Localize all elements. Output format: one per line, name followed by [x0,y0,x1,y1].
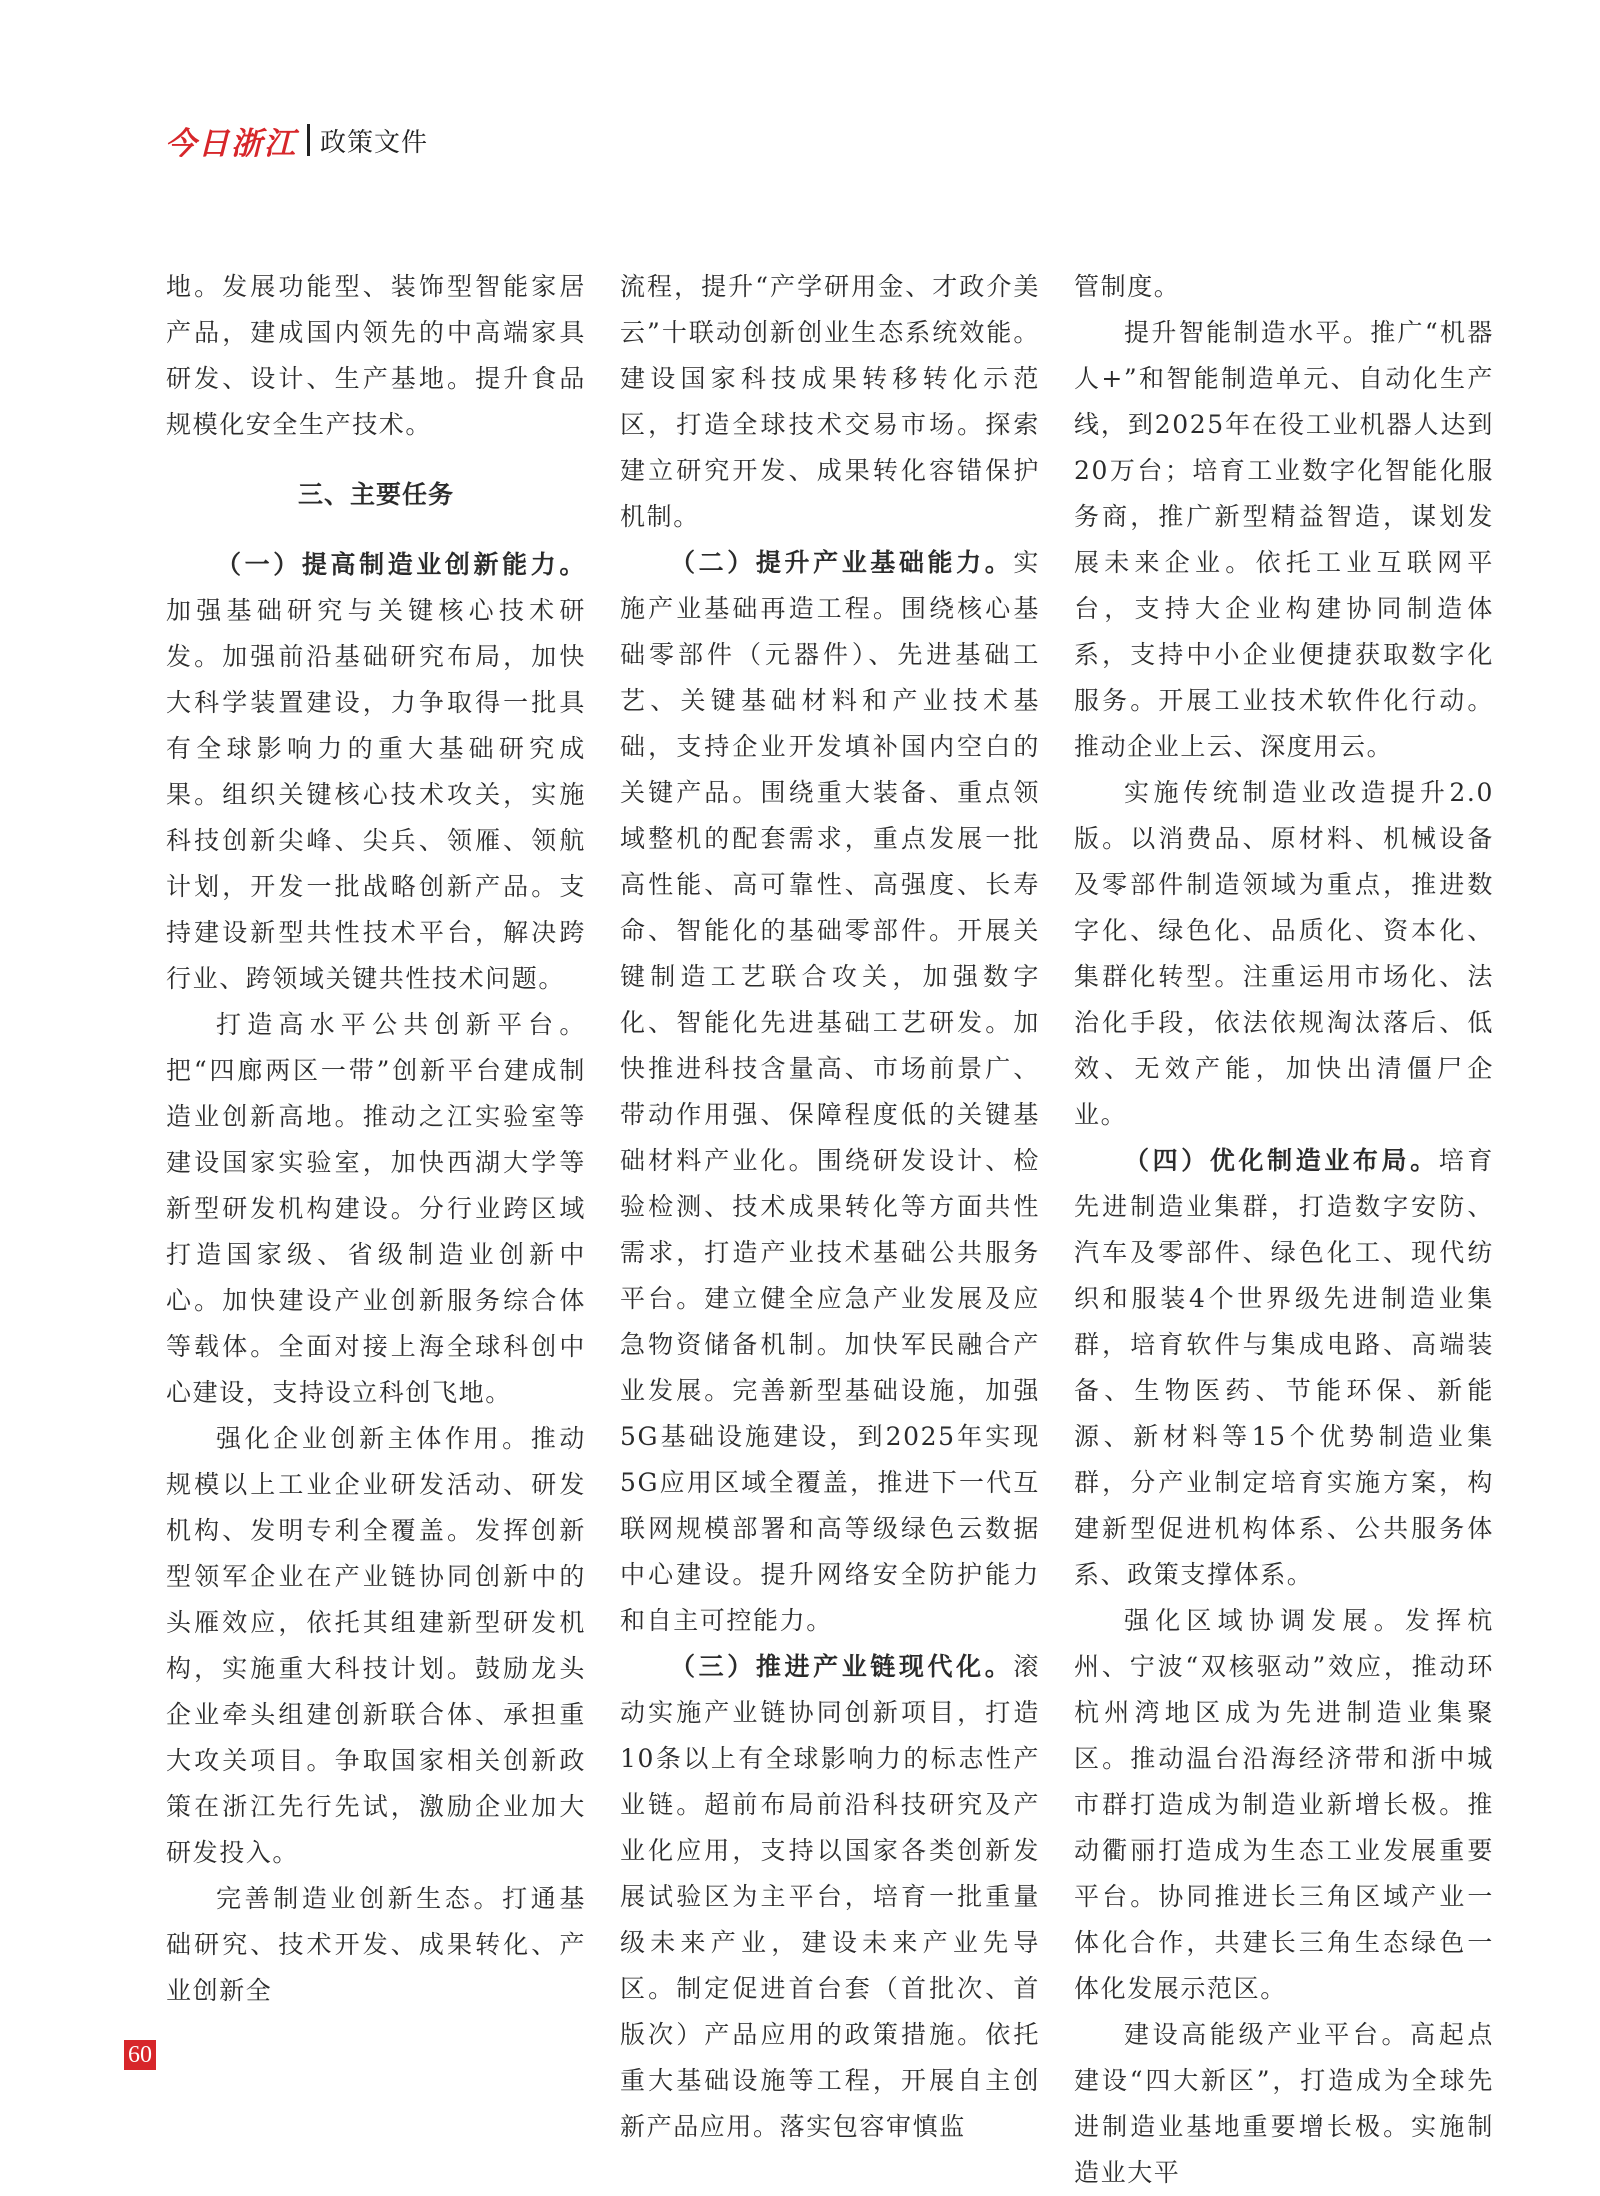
paragraph: 实施传统制造业改造提升2.0版。以消费品、原材料、机械设备及零部件制造领域为重点，推进数字化、绿色化、品质化、资本化、集群化转型。注重运用市场化、法治化手段，依法依规淘汰落后、低效、无效产能，加快出清僵尸企业。 [1074,778,1494,1129]
paragraph-body: 培育先进制造业集群，打造数字安防、汽车及零部件、绿色化工、现代纺织和服装4个世界级先进制造业集群，培育软件与集成电路、高端装备、生物医药、节能环保、新能源、新材料等15个优势制造业集群，分产业制定培育实施方案，构建新型促进机构体系、公共服务体系、政策支撑体系。 [1074,1146,1494,1589]
subsection-heading: （三）推进产业链现代化。 [670,1652,1014,1681]
subsection-heading: （一）提高制造业创新能力。 [216,550,586,579]
subsection-heading: （二）提升产业基础能力。 [670,548,1014,577]
paragraph: 提升智能制造水平。推广“机器人+”和智能制造单元、自动化生产线，到2025年在役工业机器人达到20万台；培育工业数字化智能化服务商，推广新型精益智造，谋划发展未来企业。依托工业互联网平台，支持大企业构建协同制造体系，支持中小企业便捷获取数字化服务。开展工业技术软件化行动。推动企业上云、深度用云。 [1074,318,1494,761]
section-title: 政策文件 [320,127,429,158]
paragraph [620,1644,1040,2150]
text-column-3 [1074,264,1494,2196]
paragraph [1074,1138,1494,1598]
paragraph: 建设高能级产业平台。高起点建设“四大新区”，打造成为全球先进制造业基地重要增长极。实施制造业大平 [1074,2020,1494,2187]
magazine-logo: 今日浙江 [165,125,297,162]
text-column-1 [166,264,586,2014]
paragraph: 流程，提升“产学研用金、才政介美云”十联动创新创业生态系统效能。建设国家科技成果转移转化示范区，打造全球技术交易市场。探索建立研究开发、成果转化容错保护机制。 [620,272,1040,531]
paragraph: 完善制造业创新生态。打通基础研究、技术开发、成果转化、产业创新全 [166,1884,586,2005]
paragraph: 打造高水平公共创新平台。把“四廊两区一带”创新平台建成制造业创新高地。推动之江实验室等建设国家实验室，加快西湖大学等新型研发机构建设。分行业跨区域打造国家级、省级制造业创新中心。加快建设产业创新服务综合体等载体。全面对接上海全球科创中心建设，支持设立科创飞地。 [166,1010,586,1407]
paragraph: 强化区域协调发展。发挥杭州、宁波“双核驱动”效应，推动环杭州湾地区成为先进制造业集聚区。推动温台沿海经济带和浙中城市群打造成为制造业新增长极。推动衢丽打造成为生态工业发展重要平台。协同推进长三角区域产业一体化合作，共建长三角生态绿色一体化发展示范区。 [1074,1606,1494,2003]
subsection-heading: （四）优化制造业布局。 [1124,1146,1439,1175]
paragraph-body: 实施产业基础再造工程。围绕核心基础零部件（元器件）、先进基础工艺、关键基础材料和产业技术基础，支持企业开发填补国内空白的关键产品。围绕重大装备、重点领域整机的配套需求，重点发展一批高性能、高可靠性、高强度、长寿命、智能化的基础零部件。开展关键制造工艺联合攻关，加强数字化、智能化先进基础工艺研发。加快推进科技含量高、市场前景广、带动作用强、保障程度低的关键基础材料产业化。围绕研发设计、检验检测、技术成果转化等方面共性需求，打造产业技术基础公共服务平台。建立健全应急产业发展及应急物资储备机制。加快军民融合产业发展。完善新型基础设施，加强5G基础设施建设，到2025年实现5G应用区域全覆盖，推进下一代互联网规模部署和高等级绿色云数据中心建设。提升网络安全防护能力和自主可控能力。 [620,548,1040,1635]
paragraph: 强化企业创新主体作用。推动规模以上工业企业研发活动、研发机构、发明专利全覆盖。发挥创新型领军企业在产业链协同创新中的头雁效应，依托其组建新型研发机构，实施重大科技计划。鼓励龙头企业牵头组建创新联合体、承担重大攻关项目。争取国家相关创新政策在浙江先行先试，激励企业加大研发投入。 [166,1424,586,1867]
paragraph [166,542,586,1002]
text-column-2 [620,264,1040,2150]
paragraph [620,540,1040,1644]
page-number: 60 [124,2040,156,2070]
paragraph-body: 滚动实施产业链协同创新项目，打造10条以上有全球影响力的标志性产业链。超前布局前沿科技研究及产业化应用，支持以国家各类创新发展试验区为主平台，培育一批重量级未来产业，建设未来产业先导区。制定促进首台套（首批次、首版次）产品应用的政策措施。依托重大基础设施等工程，开展自主创新产品应用。落实包容审慎监 [620,1652,1040,2141]
page-header [165,118,428,162]
header-divider [307,124,310,156]
paragraph: 管制度。 [1074,272,1181,301]
section-heading: 三、主要任务 [297,480,454,509]
paragraph-body: 加强基础研究与关键核心技术研发。加强前沿基础研究布局，加快大科学装置建设，力争取得一批具有全球影响力的重大基础研究成果。组织关键核心技术攻关，实施科技创新尖峰、尖兵、领雁、领航计划，开发一批战略创新产品。支持建设新型共性技术平台，解决跨行业、跨领域关键共性技术问题。 [166,596,586,993]
paragraph: 地。发展功能型、装饰型智能家居产品，建成国内领先的中高端家具研发、设计、生产基地。提升食品规模化安全生产技术。 [166,272,586,439]
